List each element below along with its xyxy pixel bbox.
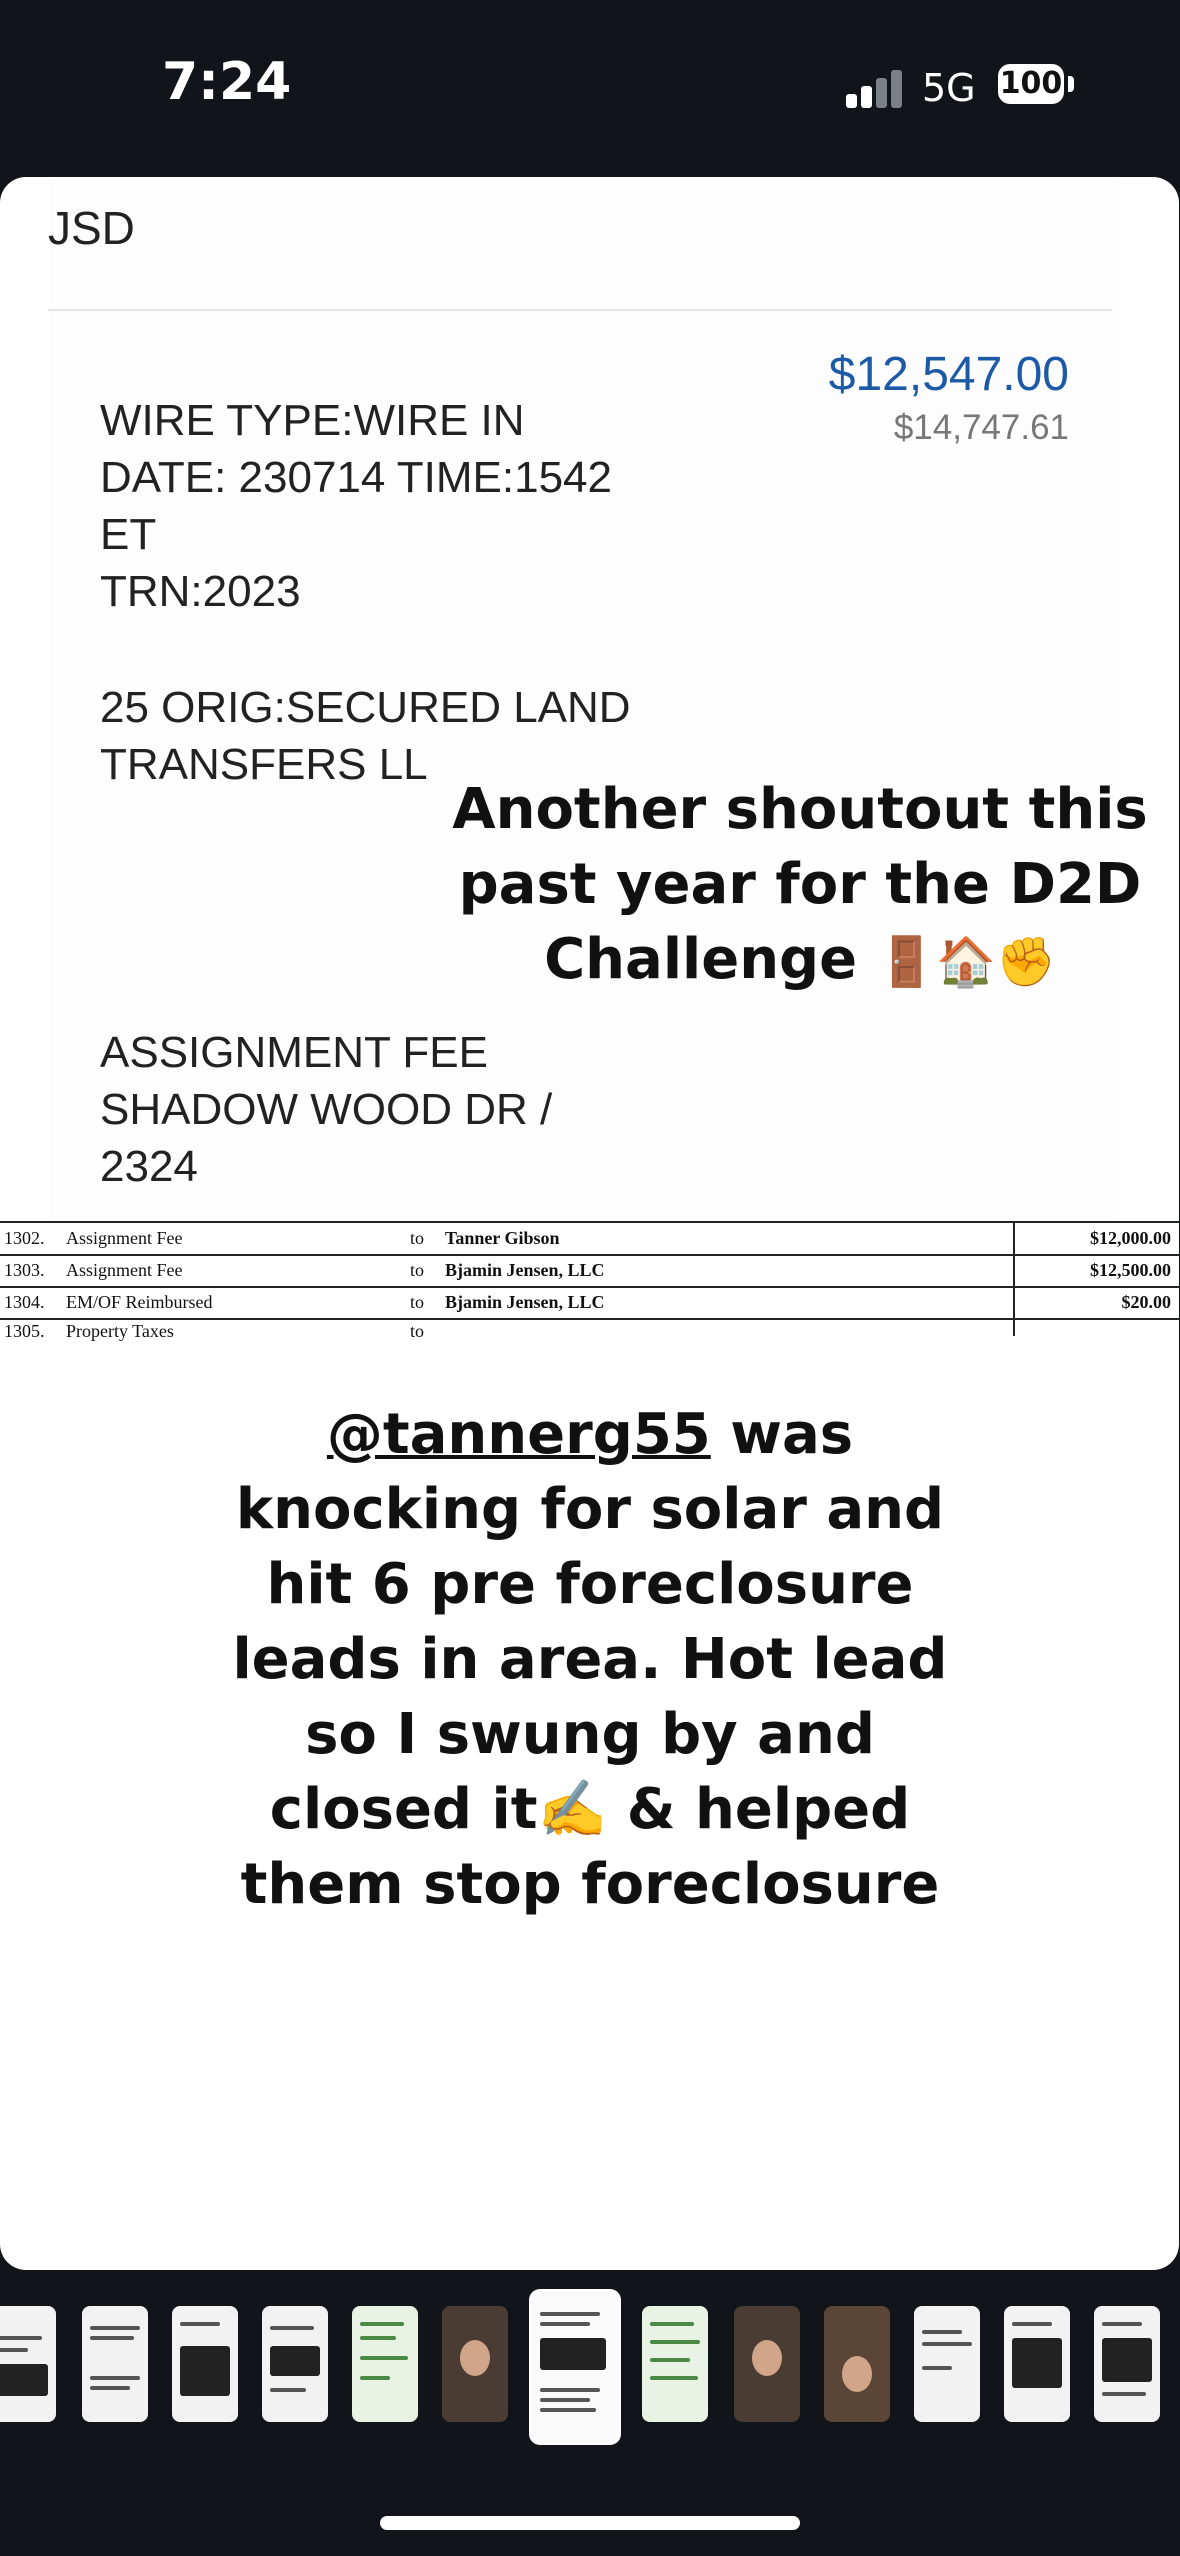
row-num: 1305. xyxy=(4,1321,45,1341)
overlay-text: was xyxy=(710,1402,854,1467)
network-type: 5G xyxy=(922,66,976,110)
battery-tip xyxy=(1068,76,1074,92)
writing-hand-emoji: ✍️ xyxy=(537,1777,608,1842)
statement-divider xyxy=(48,309,1112,311)
row-payee: Tanner Gibson xyxy=(445,1228,560,1248)
overlay-line: leads in area. Hot lead xyxy=(232,1627,948,1692)
wire-cut-line xyxy=(100,563,700,591)
home-indicator[interactable] xyxy=(380,2516,800,2530)
assign-line: SHADOW WOOD DR / xyxy=(100,1085,553,1134)
battery-icon: 100 xyxy=(998,64,1064,104)
row-to: to xyxy=(410,1292,425,1312)
row-label: Property Taxes xyxy=(66,1321,174,1341)
story-thumbnail[interactable] xyxy=(1094,2306,1160,2422)
row-num: 1303. xyxy=(4,1260,45,1280)
wire-details xyxy=(100,392,700,591)
story-text-top xyxy=(420,772,1180,1000)
clock: 7:24 xyxy=(162,52,292,112)
table-rule xyxy=(0,1221,1179,1223)
overlay-line: hit 6 pre foreclosure xyxy=(266,1552,914,1617)
story-thumbnail[interactable] xyxy=(824,2306,890,2422)
row-num: 1302. xyxy=(4,1228,45,1248)
story-thumbnail[interactable] xyxy=(0,2306,56,2422)
assignment-details xyxy=(100,1024,700,1195)
row-payee: Bjamin Jensen, LLC xyxy=(445,1292,605,1312)
overlay-line xyxy=(190,1772,990,1847)
story-thumbnail[interactable] xyxy=(352,2306,418,2422)
assign-line: ASSIGNMENT FEE xyxy=(100,1028,488,1077)
story-thumbnail[interactable] xyxy=(262,2306,328,2422)
story-thumbnail[interactable] xyxy=(914,2306,980,2422)
overlay-line: so I swung by and xyxy=(305,1702,875,1767)
statement-cut-top-text: JSD xyxy=(48,202,135,254)
settlement-statement-table xyxy=(0,1221,1179,1341)
transaction-amount: $12,547.00 xyxy=(828,348,1069,401)
row-amount: $20.00 xyxy=(1121,1292,1171,1312)
overlay-line xyxy=(420,922,1180,1000)
mention-tannerg55[interactable]: @tannerg55 xyxy=(326,1402,711,1467)
row-num: 1304. xyxy=(4,1292,45,1312)
row-label: Assignment Fee xyxy=(66,1260,183,1280)
story-thumbnail[interactable] xyxy=(442,2306,508,2422)
wire-line: DATE: 230714 TIME:1542 xyxy=(100,453,612,502)
account-balance: $14,747.61 xyxy=(893,408,1069,447)
story-text-bottom xyxy=(190,1397,990,1922)
story-thumbnail[interactable] xyxy=(82,2306,148,2422)
assign-line: 2324 xyxy=(100,1142,198,1191)
status-bar xyxy=(0,0,1179,175)
overlay-line: Another shoutout this xyxy=(452,777,1148,842)
door-house-fist-emoji: 🚪🏠✊ xyxy=(876,934,1056,990)
story-thumbnail[interactable] xyxy=(172,2306,238,2422)
row-label: Assignment Fee xyxy=(66,1228,183,1248)
story-thumbnail[interactable] xyxy=(734,2306,800,2422)
wire-line: WIRE TYPE:WIRE IN xyxy=(100,396,525,445)
table-row xyxy=(0,1256,1179,1286)
orig-line: TRANSFERS LL xyxy=(100,740,428,789)
orig-line: 25 ORIG:SECURED LAND xyxy=(100,683,631,732)
overlay-line: them stop foreclosure xyxy=(240,1852,940,1917)
signal-icon xyxy=(846,68,904,108)
table-row xyxy=(0,1288,1179,1318)
story-thumbnail[interactable] xyxy=(1004,2306,1070,2422)
row-to: to xyxy=(410,1228,425,1248)
story-card[interactable] xyxy=(0,177,1179,2270)
wire-line: ET xyxy=(100,510,157,559)
overlay-line xyxy=(190,1397,990,1472)
table-row xyxy=(0,1224,1179,1254)
table-row xyxy=(0,1317,1179,1341)
row-payee: Bjamin Jensen, LLC xyxy=(445,1260,605,1280)
row-to: to xyxy=(410,1260,425,1280)
row-label: EM/OF Reimbursed xyxy=(66,1292,213,1312)
story-thumbnail-strip[interactable] xyxy=(0,2290,1179,2450)
overlay-line: knocking for solar and xyxy=(235,1477,945,1542)
row-amount: $12,500.00 xyxy=(1090,1260,1171,1280)
overlay-line: past year for the D2D xyxy=(458,852,1142,917)
story-thumbnail-current[interactable] xyxy=(532,2292,618,2442)
row-to: to xyxy=(410,1321,425,1341)
row-amount: $12,000.00 xyxy=(1090,1228,1171,1248)
story-thumbnail[interactable] xyxy=(642,2306,708,2422)
overlay-challenge-text: Challenge xyxy=(544,927,858,992)
overlay-text: & helped xyxy=(607,1777,911,1842)
overlay-text: closed it xyxy=(269,1777,538,1842)
